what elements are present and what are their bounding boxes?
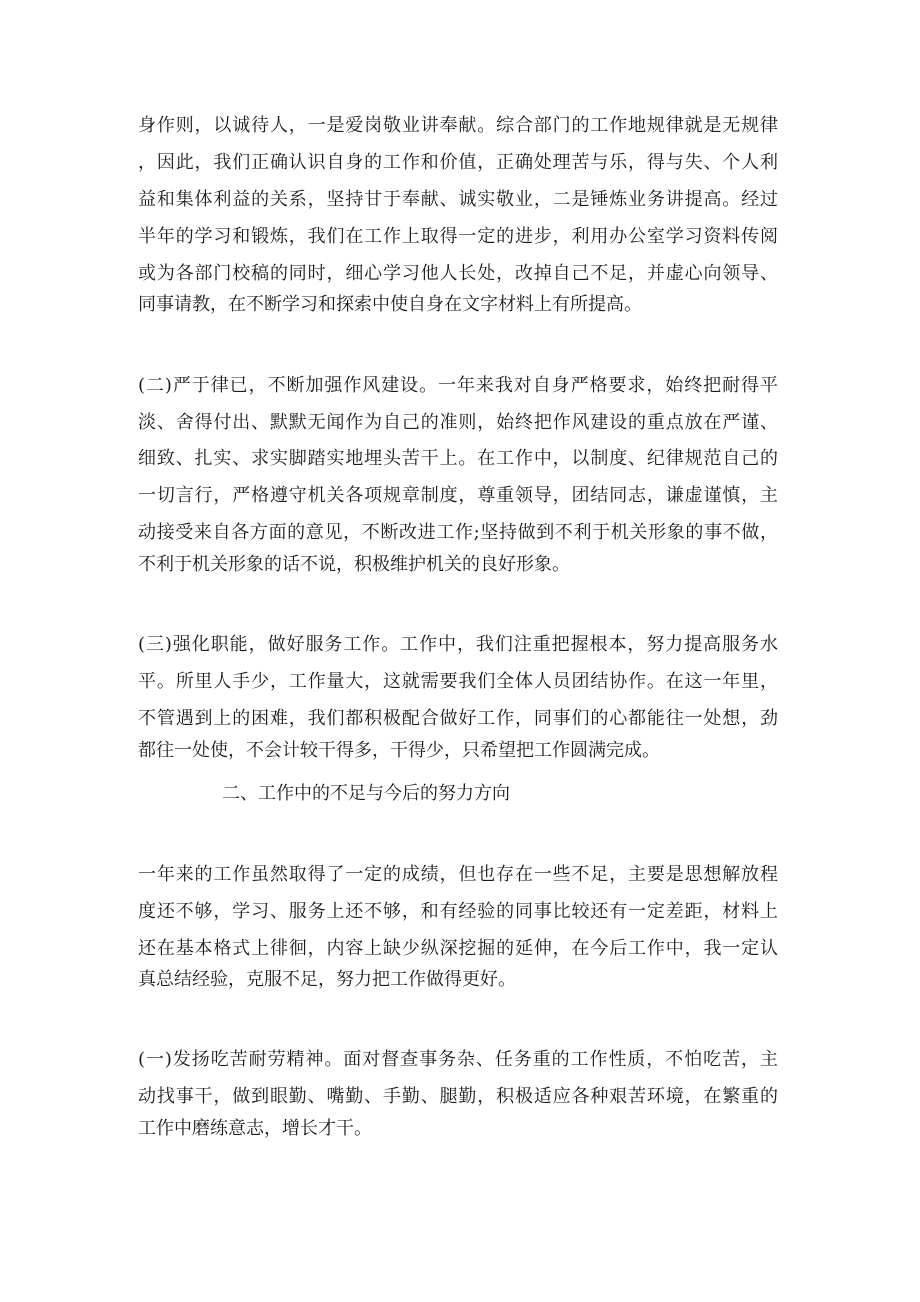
paragraph-line: 一切言行，严格遵守机关各项规章制度，尊重领导，团结同志，谦虚谨慎，主: [138, 485, 778, 506]
paragraph-line: 同事请教，在不断学习和探索中使自身在文字材料上有所提高。: [138, 294, 642, 315]
paragraph-line: 真总结经验，克服不足，努力把工作做得更好。: [138, 969, 516, 990]
paragraph-line: ，因此，我们正确认识自身的工作和价值，正确处理苦与乐，得与失、个人利: [138, 152, 778, 173]
paragraph-line: 益和集体利益的关系，坚持甘于奉献、诚实敬业，二是锤炼业务讲提高。经过: [138, 189, 778, 210]
paragraph-line: 不管遇到上的困难，我们都积极配合做好工作，同事们的心都能往一处想，劲: [138, 708, 778, 729]
paragraph-line: 工作中磨练意志，增长才干。: [138, 1118, 372, 1139]
paragraph-line: (三)强化职能，做好服务工作。工作中，我们注重把握根本，努力提高服务水: [138, 634, 778, 655]
section-heading: 二、工作中的不足与今后的努力方向: [222, 783, 510, 804]
paragraph-line: 都往一处使，不会计较干得多，干得少，只希望把工作圆满完成。: [138, 740, 660, 761]
paragraph-line: 平。所里人手少，工作量大，这就需要我们全体人员团结协作。在这一年里，: [138, 671, 778, 692]
paragraph-line: 度还不够，学习、服务上还不够，和有经验的同事比较还有一定差距，材料上: [138, 901, 778, 922]
paragraph-line: 身作则，以诚待人，一是爱岗敬业讲奉献。综合部门的工作地规律就是无规律: [138, 115, 778, 136]
paragraph-line: 还在基本格式上徘徊，内容上缺少纵深挖掘的延伸，在今后工作中，我一定认: [138, 938, 778, 959]
paragraph-line: 半年的学习和锻炼，我们在工作上取得一定的进步，利用办公室学习资料传阅: [138, 226, 778, 247]
paragraph-line: 动接受来自各方面的意见，不断改进工作;坚持做到不利于机关形象的事不做，: [138, 522, 778, 543]
paragraph-line: (二)严于律已，不断加强作风建设。一年来我对自身严格要求，始终把耐得平: [138, 375, 778, 396]
paragraph-line: 淡、舍得付出、默默无闻作为自己的准则，始终把作风建设的重点放在严谨、: [138, 412, 778, 433]
paragraph-line: 动找事干，做到眼勤、嘴勤、手勤、腿勤，积极适应各种艰苦环境，在繁重的: [138, 1086, 778, 1107]
paragraph-line: 不利于机关形象的话不说，积极维护机关的良好形象。: [138, 554, 570, 575]
paragraph-line: 细致、扎实、求实脚踏实地埋头苦干上。在工作中，以制度、纪律规范自己的: [138, 448, 778, 469]
paragraph-line: 或为各部门校稿的同时，细心学习他人长处，改掉自己不足，并虚心向领导、: [138, 263, 778, 284]
paragraph-line: 一年来的工作虽然取得了一定的成绩，但也存在一些不足，主要是思想解放程: [138, 864, 778, 885]
paragraph-line: (一)发扬吃苦耐劳精神。面对督查事务杂、任务重的工作性质，不怕吃苦，主: [138, 1049, 778, 1070]
